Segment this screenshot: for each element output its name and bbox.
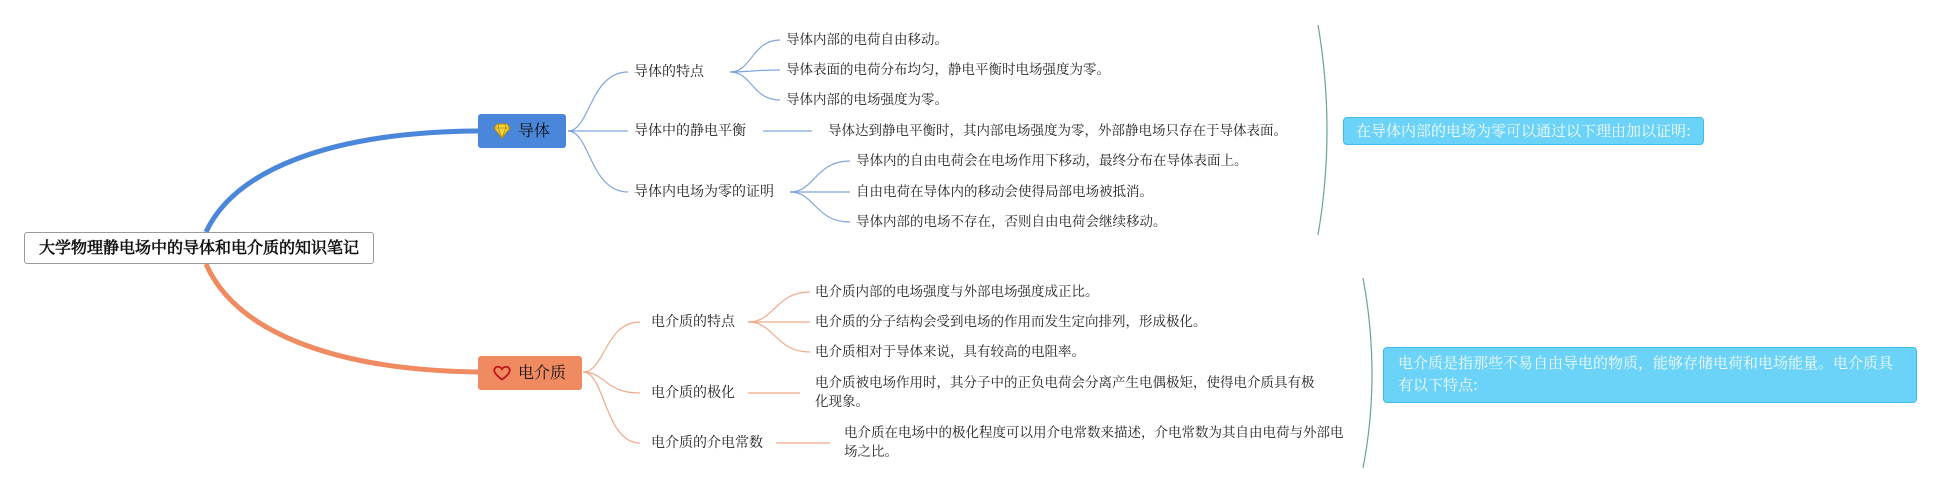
leaf-item[interactable]: 导体内部的电荷自由移动。 xyxy=(786,32,948,48)
branch-conductor-proof[interactable]: 导体内电场为零的证明 xyxy=(634,184,774,200)
conductor-summary-bracket xyxy=(1318,25,1327,235)
leaf-item[interactable]: 电介质被电场作用时，其分子中的正负电荷会分离产生电偶极矩，使得电介质具有极化现象。 xyxy=(815,375,1315,410)
branch-conductor-equilibrium[interactable]: 导体中的静电平衡 xyxy=(634,123,746,139)
branch-dielectric-permittivity[interactable]: 电介质的介电常数 xyxy=(651,435,763,451)
main-topic-conductor[interactable] xyxy=(478,114,566,148)
root-to-dielectric-line xyxy=(206,264,478,372)
leaf-item[interactable]: 电介质的分子结构会受到电场的作用而发生定向排列，形成极化。 xyxy=(815,314,1207,330)
summary-dielectric[interactable]: 电介质是指那些不易自由导电的物质，能够存储电荷和电场能量。电介质具有以下特点: xyxy=(1383,347,1917,403)
leaf-item[interactable]: 导体内部的电场不存在，否则自由电荷会继续移动。 xyxy=(856,214,1167,230)
branch-dielectric-features[interactable]: 电介质的特点 xyxy=(651,314,735,330)
leaf-item[interactable]: 导体表面的电荷分布均匀，静电平衡时电场强度为零。 xyxy=(786,62,1110,78)
leaf-item[interactable]: 自由电荷在导体内的移动会使得局部电场被抵消。 xyxy=(856,184,1153,200)
leaf-item[interactable]: 电介质相对于导体来说，具有较高的电阻率。 xyxy=(815,344,1085,360)
main-topic-dielectric[interactable] xyxy=(478,356,582,390)
main-topic-label: 导体 xyxy=(518,121,551,140)
diamond-icon xyxy=(492,121,512,141)
root-to-conductor-line xyxy=(206,131,478,232)
branch-dielectric-polarization[interactable]: 电介质的极化 xyxy=(651,385,735,401)
summary-conductor[interactable]: 在导体内部的电场为零可以通过以下理由加以证明: xyxy=(1343,117,1704,145)
root-topic[interactable]: 大学物理静电场中的导体和电介质的知识笔记 xyxy=(24,232,374,264)
heart-icon xyxy=(492,363,512,383)
branch-conductor-features[interactable]: 导体的特点 xyxy=(634,64,704,80)
leaf-item[interactable]: 导体内的自由电荷会在电场作用下移动，最终分布在导体表面上。 xyxy=(856,153,1248,169)
leaf-item[interactable]: 电介质内部的电场强度与外部电场强度成正比。 xyxy=(815,284,1099,300)
leaf-item[interactable]: 导体内部的电场强度为零。 xyxy=(786,92,948,108)
dielectric-summary-bracket xyxy=(1363,278,1372,468)
leaf-item[interactable]: 电介质在电场中的极化程度可以用介电常数来描述，介电常数为其自由电荷与外部电场之比。 xyxy=(844,425,1344,460)
main-topic-label: 电介质 xyxy=(518,363,567,382)
leaf-item[interactable]: 导体达到静电平衡时，其内部电场强度为零，外部静电场只存在于导体表面。 xyxy=(828,123,1287,139)
